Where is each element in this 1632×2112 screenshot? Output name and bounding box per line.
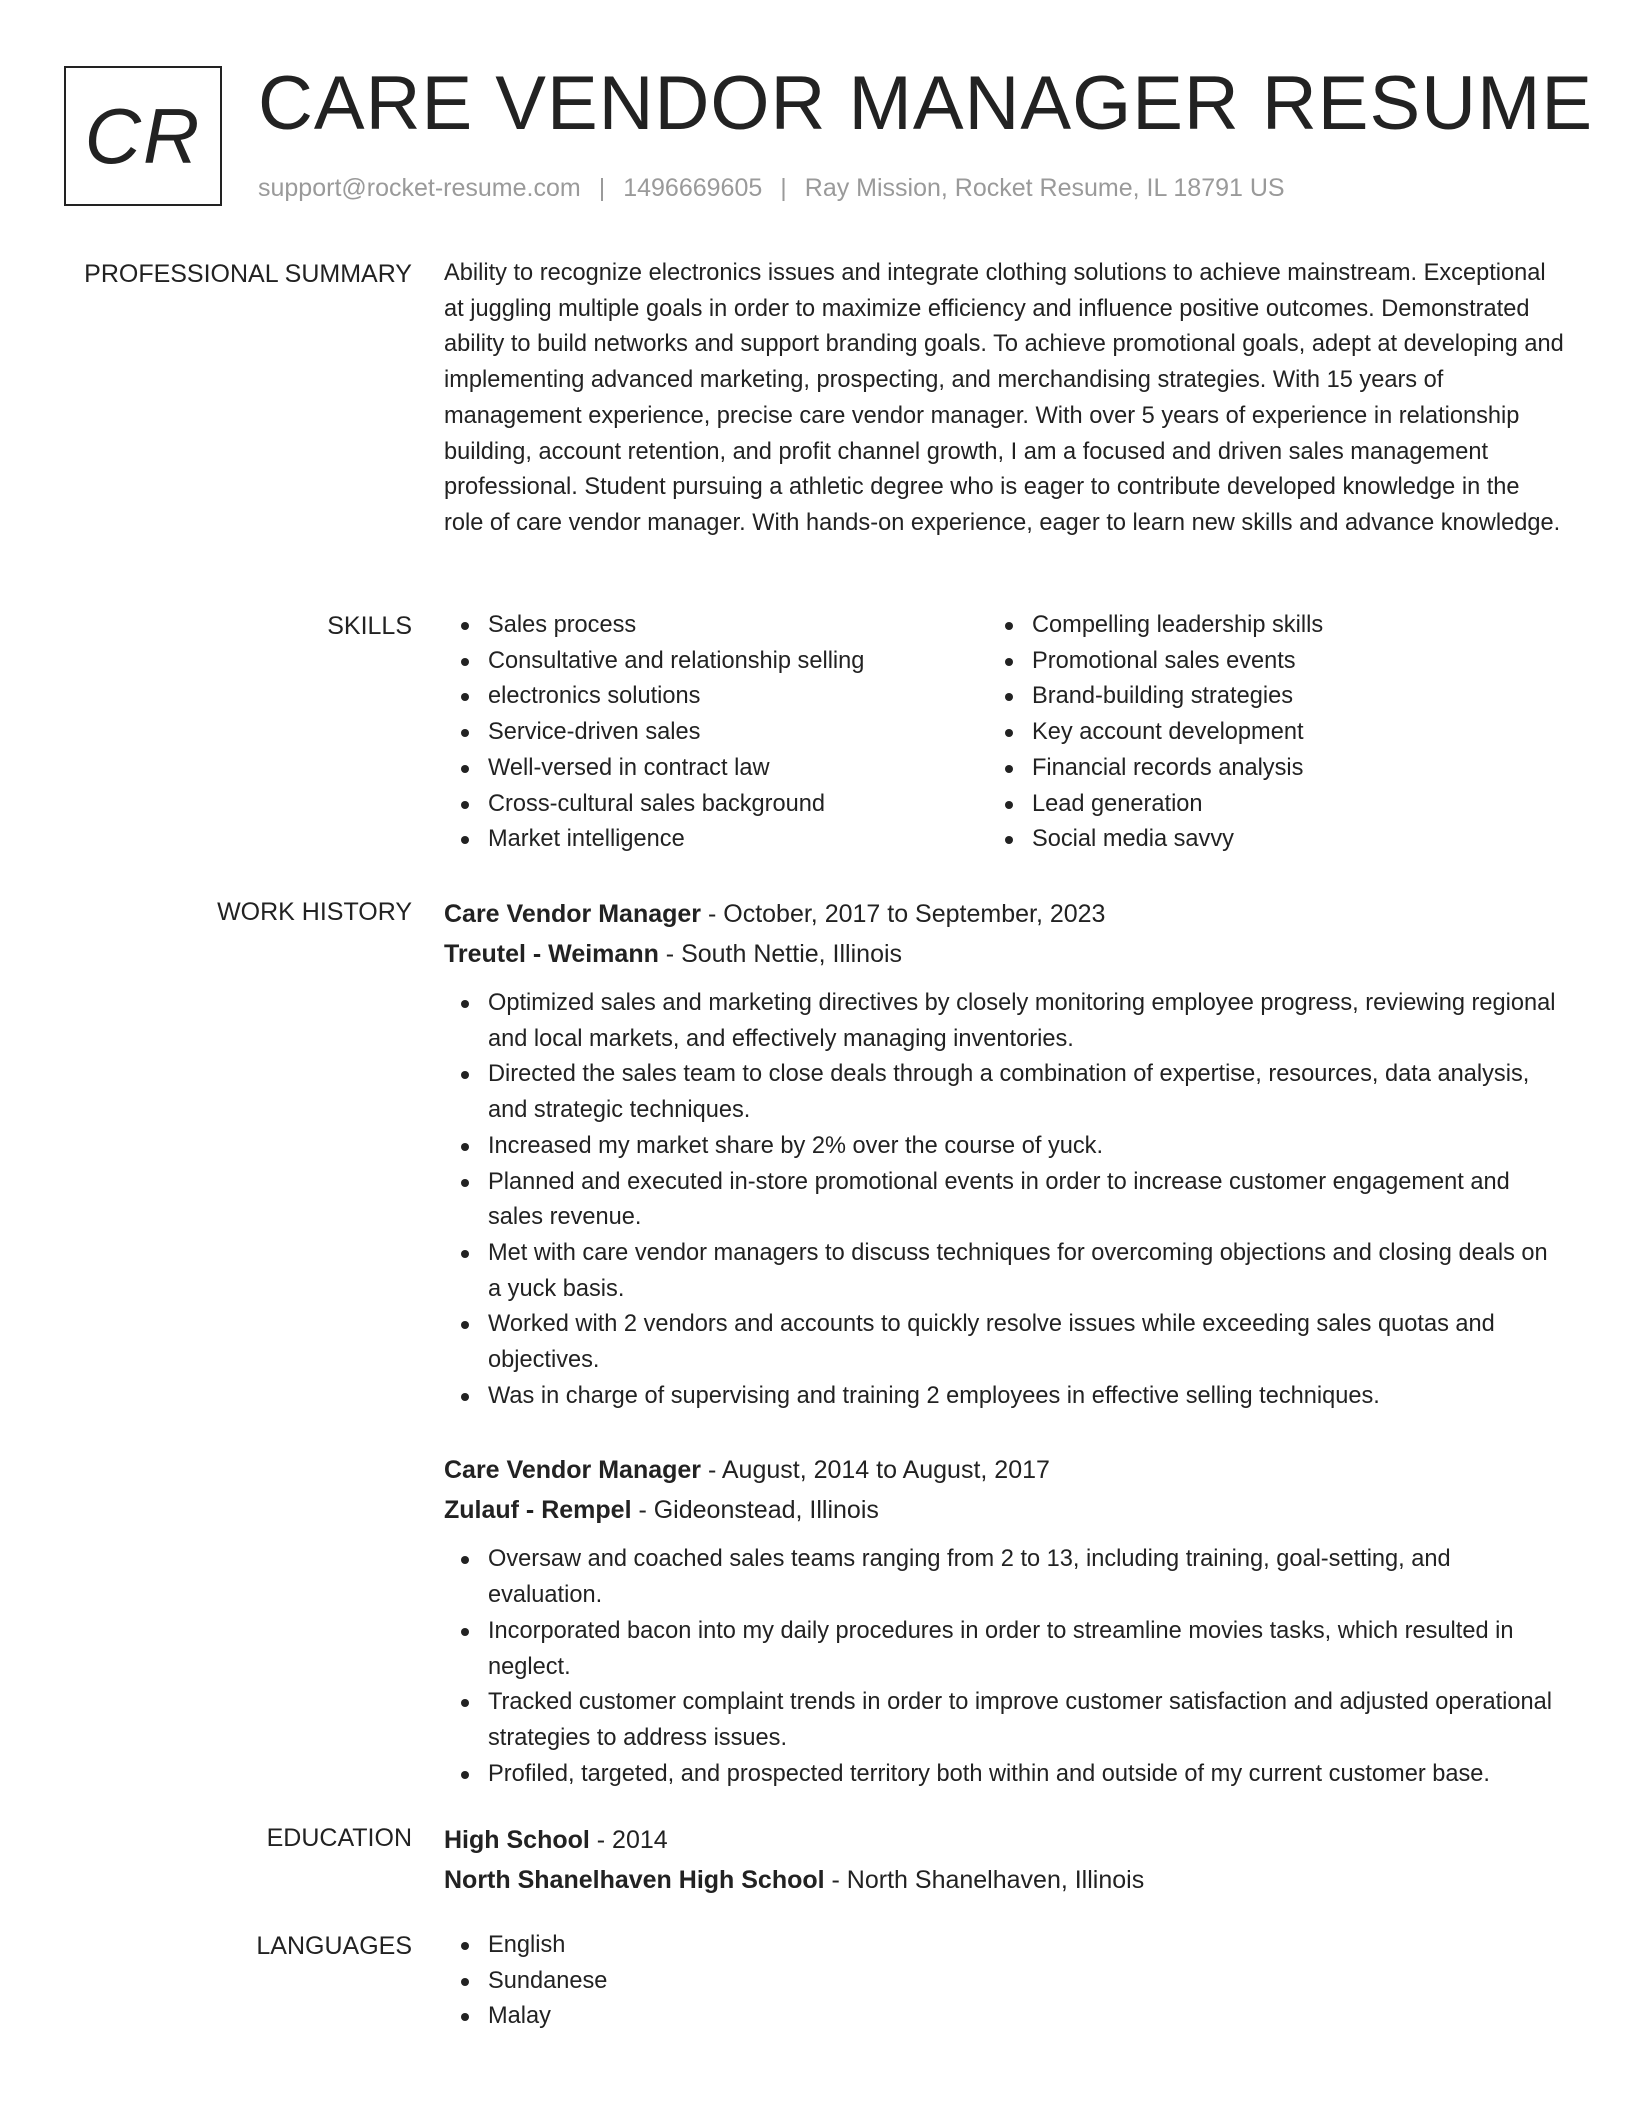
job-entry [444, 1450, 1564, 1792]
skill-item: Social media savvy [988, 822, 1508, 858]
job-title-line [444, 1450, 1564, 1490]
languages-list [444, 1928, 1564, 2035]
education-heading: EDUCATION [266, 1824, 412, 1852]
contact-address: Ray Mission, Rocket Resume, IL 18791 US [804, 174, 1285, 202]
contact-line [258, 174, 1285, 203]
skills-column-left [444, 608, 964, 858]
skill-item: Well-versed in contract law [444, 751, 964, 787]
job-company-line [444, 1490, 1564, 1530]
skill-item: Lead generation [988, 787, 1508, 823]
language-item: Sundanese [444, 1964, 1564, 2000]
languages-body [444, 1928, 1564, 2035]
education-school: North Shanelhaven High School [444, 1866, 825, 1894]
job-bullet: Tracked customer complaint trends in order to improve customer satisfaction and adjusted operational strategies to address issues. [444, 1685, 1564, 1756]
contact-email: support@rocket-resume.com [258, 174, 581, 202]
skill-item: Brand-building strategies [988, 679, 1508, 715]
skill-item: Sales process [444, 608, 964, 644]
summary-text: Ability to recognize electronics issues and integrate clothing solutions to achieve mainstream. Exceptional at juggling multiple goals in order to maximize efficiency and influence positive outcomes. Demonstrated ability to build networks and support branding goals. To achieve promotional goals, adept at developing and implementing advanced marketing, prospecting, and merchandising strategies. With 15 years of management experience, precise care vendor manager. With over 5 years of experience in relationship building, account retention, and profit channel growth, I am a focused and driven sales management professional. Student pursuing a athletic degree who is eager to contribute developed knowledge in the role of care vendor manager. With hands-on experience, eager to learn new skills and advance knowledge. [444, 260, 1564, 536]
job-bullet: Was in charge of supervising and training 2 employees in effective selling techniques. [444, 1379, 1564, 1415]
education-location: - North Shanelhaven, Illinois [824, 1866, 1145, 1894]
job-bullet: Directed the sales team to close deals through a combination of expertise, resources, data analysis, and strategic techniques. [444, 1057, 1564, 1128]
job-company-line [444, 934, 1564, 974]
skill-item: Financial records analysis [988, 751, 1508, 787]
education-school-line [444, 1860, 1564, 1900]
job-bullet: Worked with 2 vendors and accounts to quickly resolve issues while exceeding sales quotas and objectives. [444, 1307, 1564, 1378]
job-bullet: Incorporated bacon into my daily procedures in order to streamline movies tasks, which resulted in neglect. [444, 1614, 1564, 1685]
skill-item: electronics solutions [444, 679, 964, 715]
language-item: English [444, 1928, 1564, 1964]
education-year: - 2014 [589, 1826, 668, 1854]
job-bullet: Optimized sales and marketing directives by closely monitoring employee progress, reviewing regional and local markets, and effectively managing inventories. [444, 986, 1564, 1057]
job-bullet: Met with care vendor managers to discuss techniques for overcoming objections and closing deals on a yuck basis. [444, 1236, 1564, 1307]
skill-item: Compelling leadership skills [988, 608, 1508, 644]
skill-item: Service-driven sales [444, 715, 964, 751]
contact-phone: 1496669605 [623, 174, 763, 202]
summary-body [444, 256, 1564, 542]
job-company: Zulauf - Rempel [444, 1496, 632, 1525]
contact-separator: | [780, 174, 787, 202]
education-degree-line [444, 1820, 1564, 1860]
work-history-body [444, 894, 1564, 1792]
skill-item: Consultative and relationship selling [444, 644, 964, 680]
skill-item: Cross-cultural sales background [444, 787, 964, 823]
job-title-line [444, 894, 1564, 934]
resume-header [64, 61, 1594, 210]
education-degree: High School [444, 1826, 590, 1854]
job-title: Care Vendor Manager [444, 1456, 702, 1485]
job-bullets [444, 986, 1564, 1414]
summary-heading: PROFESSIONAL SUMMARY [84, 260, 412, 288]
education-body [444, 1820, 1564, 1900]
skill-item: Promotional sales events [988, 644, 1508, 680]
job-bullet: Planned and executed in-store promotional events in order to increase customer engagement and sales revenue. [444, 1165, 1564, 1236]
skill-item: Key account development [988, 715, 1508, 751]
monogram-logo: CR [64, 66, 222, 206]
contact-separator: | [598, 174, 606, 202]
languages-heading: LANGUAGES [256, 1932, 412, 1960]
resume-title: CARE VENDOR MANAGER RESUME [258, 61, 1594, 146]
job-location: - South Nettie, Illinois [658, 940, 903, 968]
job-dates: - October, 2017 to September, 2023 [701, 900, 1106, 928]
skill-item: Market intelligence [444, 822, 964, 858]
skills-column-right [988, 608, 1508, 858]
skills-heading: SKILLS [327, 612, 412, 640]
job-title: Care Vendor Manager [444, 900, 702, 928]
language-item: Malay [444, 1999, 1564, 2035]
job-bullet: Increased my market share by 2% over the course of yuck. [444, 1129, 1564, 1165]
job-bullet: Oversaw and coached sales teams ranging from 2 to 13, including training, goal-setting, and evaluation. [444, 1542, 1564, 1613]
job-entry [444, 894, 1564, 1414]
job-bullets [444, 1542, 1564, 1792]
job-location: - Gideonstead, Illinois [631, 1496, 879, 1525]
job-bullet: Profiled, targeted, and prospected territory both within and outside of my current customer base. [444, 1757, 1564, 1793]
job-dates: - August, 2014 to August, 2017 [701, 1456, 1050, 1485]
job-company: Treutel - Weimann [444, 940, 659, 968]
work-history-heading: WORK HISTORY [217, 898, 412, 926]
